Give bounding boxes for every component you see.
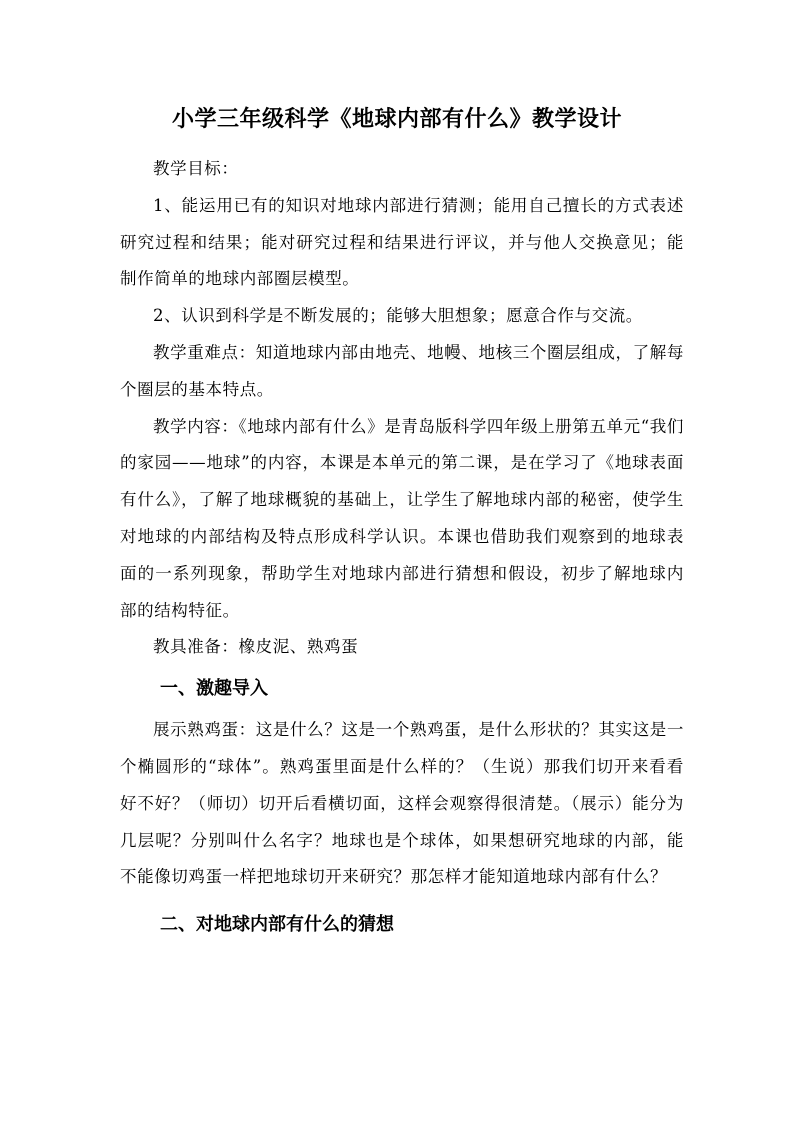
paragraph-teaching-aids: 教具准备：橡皮泥、熟鸡蛋 — [153, 637, 359, 657]
document-title: 小学三年级科学《地球内部有什么》教学设计 — [171, 107, 622, 132]
section-heading-2: 二、对地球内部有什么的猜想 — [160, 914, 394, 936]
paragraph-section-1: 展示熟鸡蛋：这是什么？这是一个熟鸡蛋，是什么形状的？其实这是一个椭圆形的“球体”。熟鸡蛋里面是什么样的？（生说）那我们切开来看看好不好？（师切）切开后看横切面，这样会观察得很清楚。（展示）能分为几层呢？分别叫什么名字？地球也是个球体，如果想研究地球的内部，能不能像切鸡蛋一样把地球切开来研究？那怎样才能知道地球内部有什么？ — [120, 720, 684, 887]
paragraph-objective-2: 2、认识到科学是不断发展的；能够大胆想象；愿意合作与交流。 — [153, 306, 643, 326]
paragraph-teaching-content: 教学内容：《地球内部有什么》是青岛版科学四年级上册第五单元“我们的家园——地球”的内容，本课是本单元的第二课，是在学习了《地球表面有什么》，了解了地球概貌的基础上，让学生了解地球内部的秘密，使学生对地球的内部结构及特点形成科学认识。本课也借助我们观察到的地球表面的一系列现象，帮助学生对地球内部进行猜想和假设，初步了解地球内部的结构特征。 — [120, 416, 684, 620]
paragraph-teaching-objectives-label: 教学目标： — [153, 159, 239, 178]
section-heading-1: 一、激趣导入 — [160, 678, 268, 700]
document-body — [120, 151, 684, 944]
paragraph-objective-1: 1、能运用已有的知识对地球内部进行猜测；能用自己擅长的方式表述研究过程和结果；能对研究过程和结果进行评议，并与他人交换意见；能制作简单的地球内部圈层模型。 — [120, 195, 684, 289]
paragraph-key-points: 教学重难点：知道地球内部由地壳、地幔、地核三个圈层组成，了解每个圈层的基本特点。 — [120, 342, 684, 399]
